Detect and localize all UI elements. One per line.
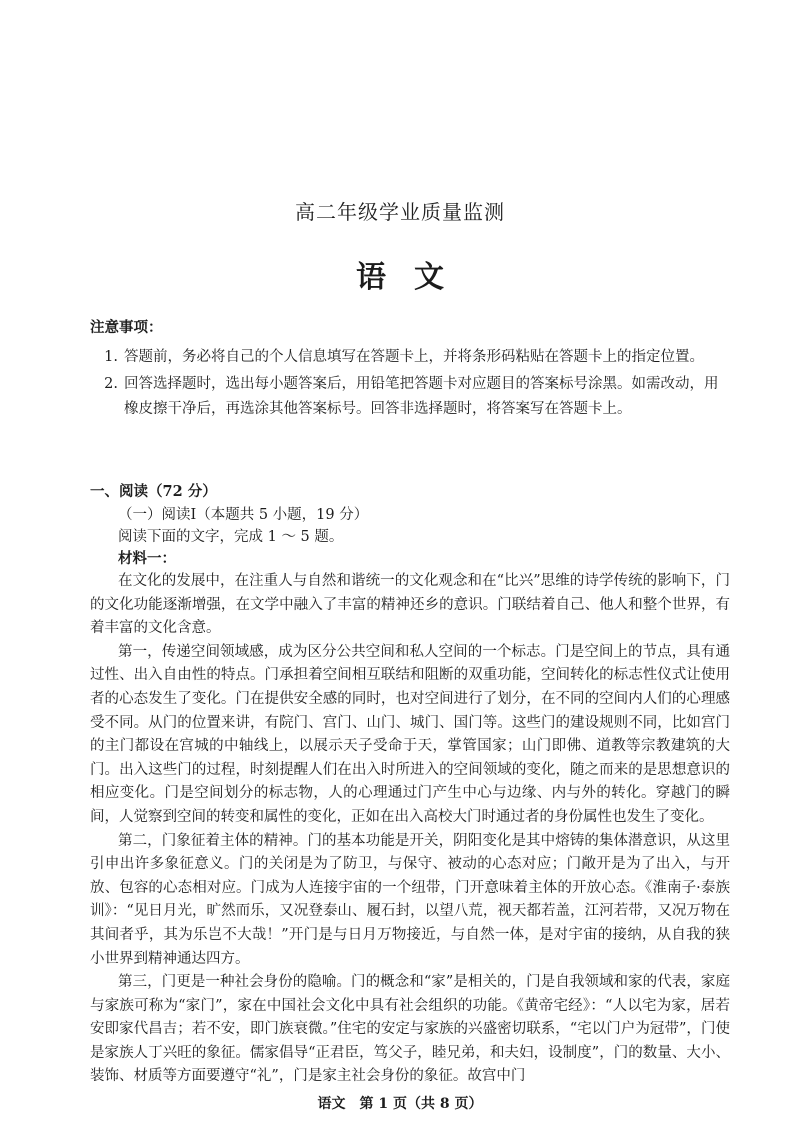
material-paragraph: 第二，门象征着主体的精神。门的基本功能是开关，阴阳变化是其中熔铸的集体潜意识，从这里引申出许多象征意义。门的关闭是为了防卫，与保守、被动的心态对应；门敞开是为了出入，与开放、包容的心态相对应。门成为人连接宇宙的一个纽带，门开意味着主体的开放心态。《淮南子·泰族训》：“见日月光，旷然而乐，又况登泰山、履石封，以望八荒，视天都若盖，江河若带，又况万物在其间者乎，其为乐岂不大哉！”开门是与日月万物接近，与自然一体，是对宇宙的接纳，从自我的狭小世界到精神通达四方。 bbox=[90, 832, 730, 967]
material-paragraph: 第一，传递空间领域感，成为区分公共空间和私人空间的一个标志。门是空间上的节点，具有通过性、出入自由性的特点。门承担着空间相互联结和阻断的双重功能，空间转化的标志性仪式让使用者的心态发生了变化。门在提供安全感的同时，也对空间进行了划分，在不同的空间内人们的心理感受不同。从门的位置来讲，有院门、宫门、山门、城门、国门等。这些门的建设规则不同，比如宫门的主门都设在宫城的中轴线上，以展示天子受命于天，掌管国家；山门即佛、道教等宗教建筑的大门。出入这些门的过程，时刻提醒人们在出入时所进入的空间领域的变化，随之而来的是思想意识的相应变化。门是空间划分的标志物，人的心理通过门产生中心与边缘、内与外的转化。穿越门的瞬间，人觉察到空间的转变和属性的变化，正如在出入高校大门时通过者的身份属性也发生了变化。 bbox=[90, 643, 730, 825]
exam-title: 高二年级学业质量监测 bbox=[295, 200, 505, 224]
notice-block bbox=[90, 316, 730, 424]
section-instruction: 阅读下面的文字，完成 1 ～ 5 题。 bbox=[118, 529, 344, 545]
section-subheading: （一）阅读Ⅰ（本题共 5 小题，19 分） bbox=[118, 507, 369, 523]
notice-item-text: 回答选择题时，选出每小题答案后，用铅笔把答题卡对应题目的答案标号涂黑。如需改动，用橡皮擦干净后，再选涂其他答案标号。回答非选择题时，将答案写在答题卡上。 bbox=[124, 376, 719, 417]
material-label: 材料一： bbox=[118, 550, 176, 567]
notice-item bbox=[90, 372, 730, 422]
reading-section bbox=[90, 480, 730, 1089]
notice-heading: 注意事项： bbox=[90, 319, 163, 336]
page-footer: 语文 第 1 页（共 8 页） bbox=[317, 1096, 483, 1112]
material-paragraph: 在文化的发展中，在注重人与自然和谐统一的文化观念和在“比兴”思维的诗学传统的影响下，门的文化功能逐渐增强，在文学中融入了丰富的精神还乡的意识。门联结着自己、他人和整个世界，有着丰富的文化含意。 bbox=[90, 573, 730, 637]
material-paragraph: 第三，门更是一种社会身份的隐喻。门的概念和“家”是相关的，门是自我领域和家的代表，家庭与家族可称为“家门”，家在中国社会文化中具有社会组织的功能。《黄帝宅经》：“人以宅为家，居若安即家代昌吉；若不安，即门族衰微。”住宅的安定与家族的兴盛密切联系，“宅以门户为冠带”，门使是家族人丁兴旺的象征。儒家倡导“正君臣，笃父子，睦兄弟，和夫妇，设制度”，门的数量、大小、装饰、材质等方面要遵守“礼”，门是家主社会身份的象征。故宫中门 bbox=[90, 974, 730, 1085]
subject-title: 语文 bbox=[356, 260, 472, 295]
notice-item bbox=[90, 345, 730, 370]
section-heading: 一、阅读（72 分） bbox=[90, 483, 217, 500]
notice-item-text: 答题前，务必将自己的个人信息填写在答题卡上，并将条形码粘贴在答题卡上的指定位置。 bbox=[124, 349, 704, 365]
notice-item-number: 1. bbox=[104, 349, 118, 365]
notice-item-number: 2. bbox=[104, 376, 118, 392]
